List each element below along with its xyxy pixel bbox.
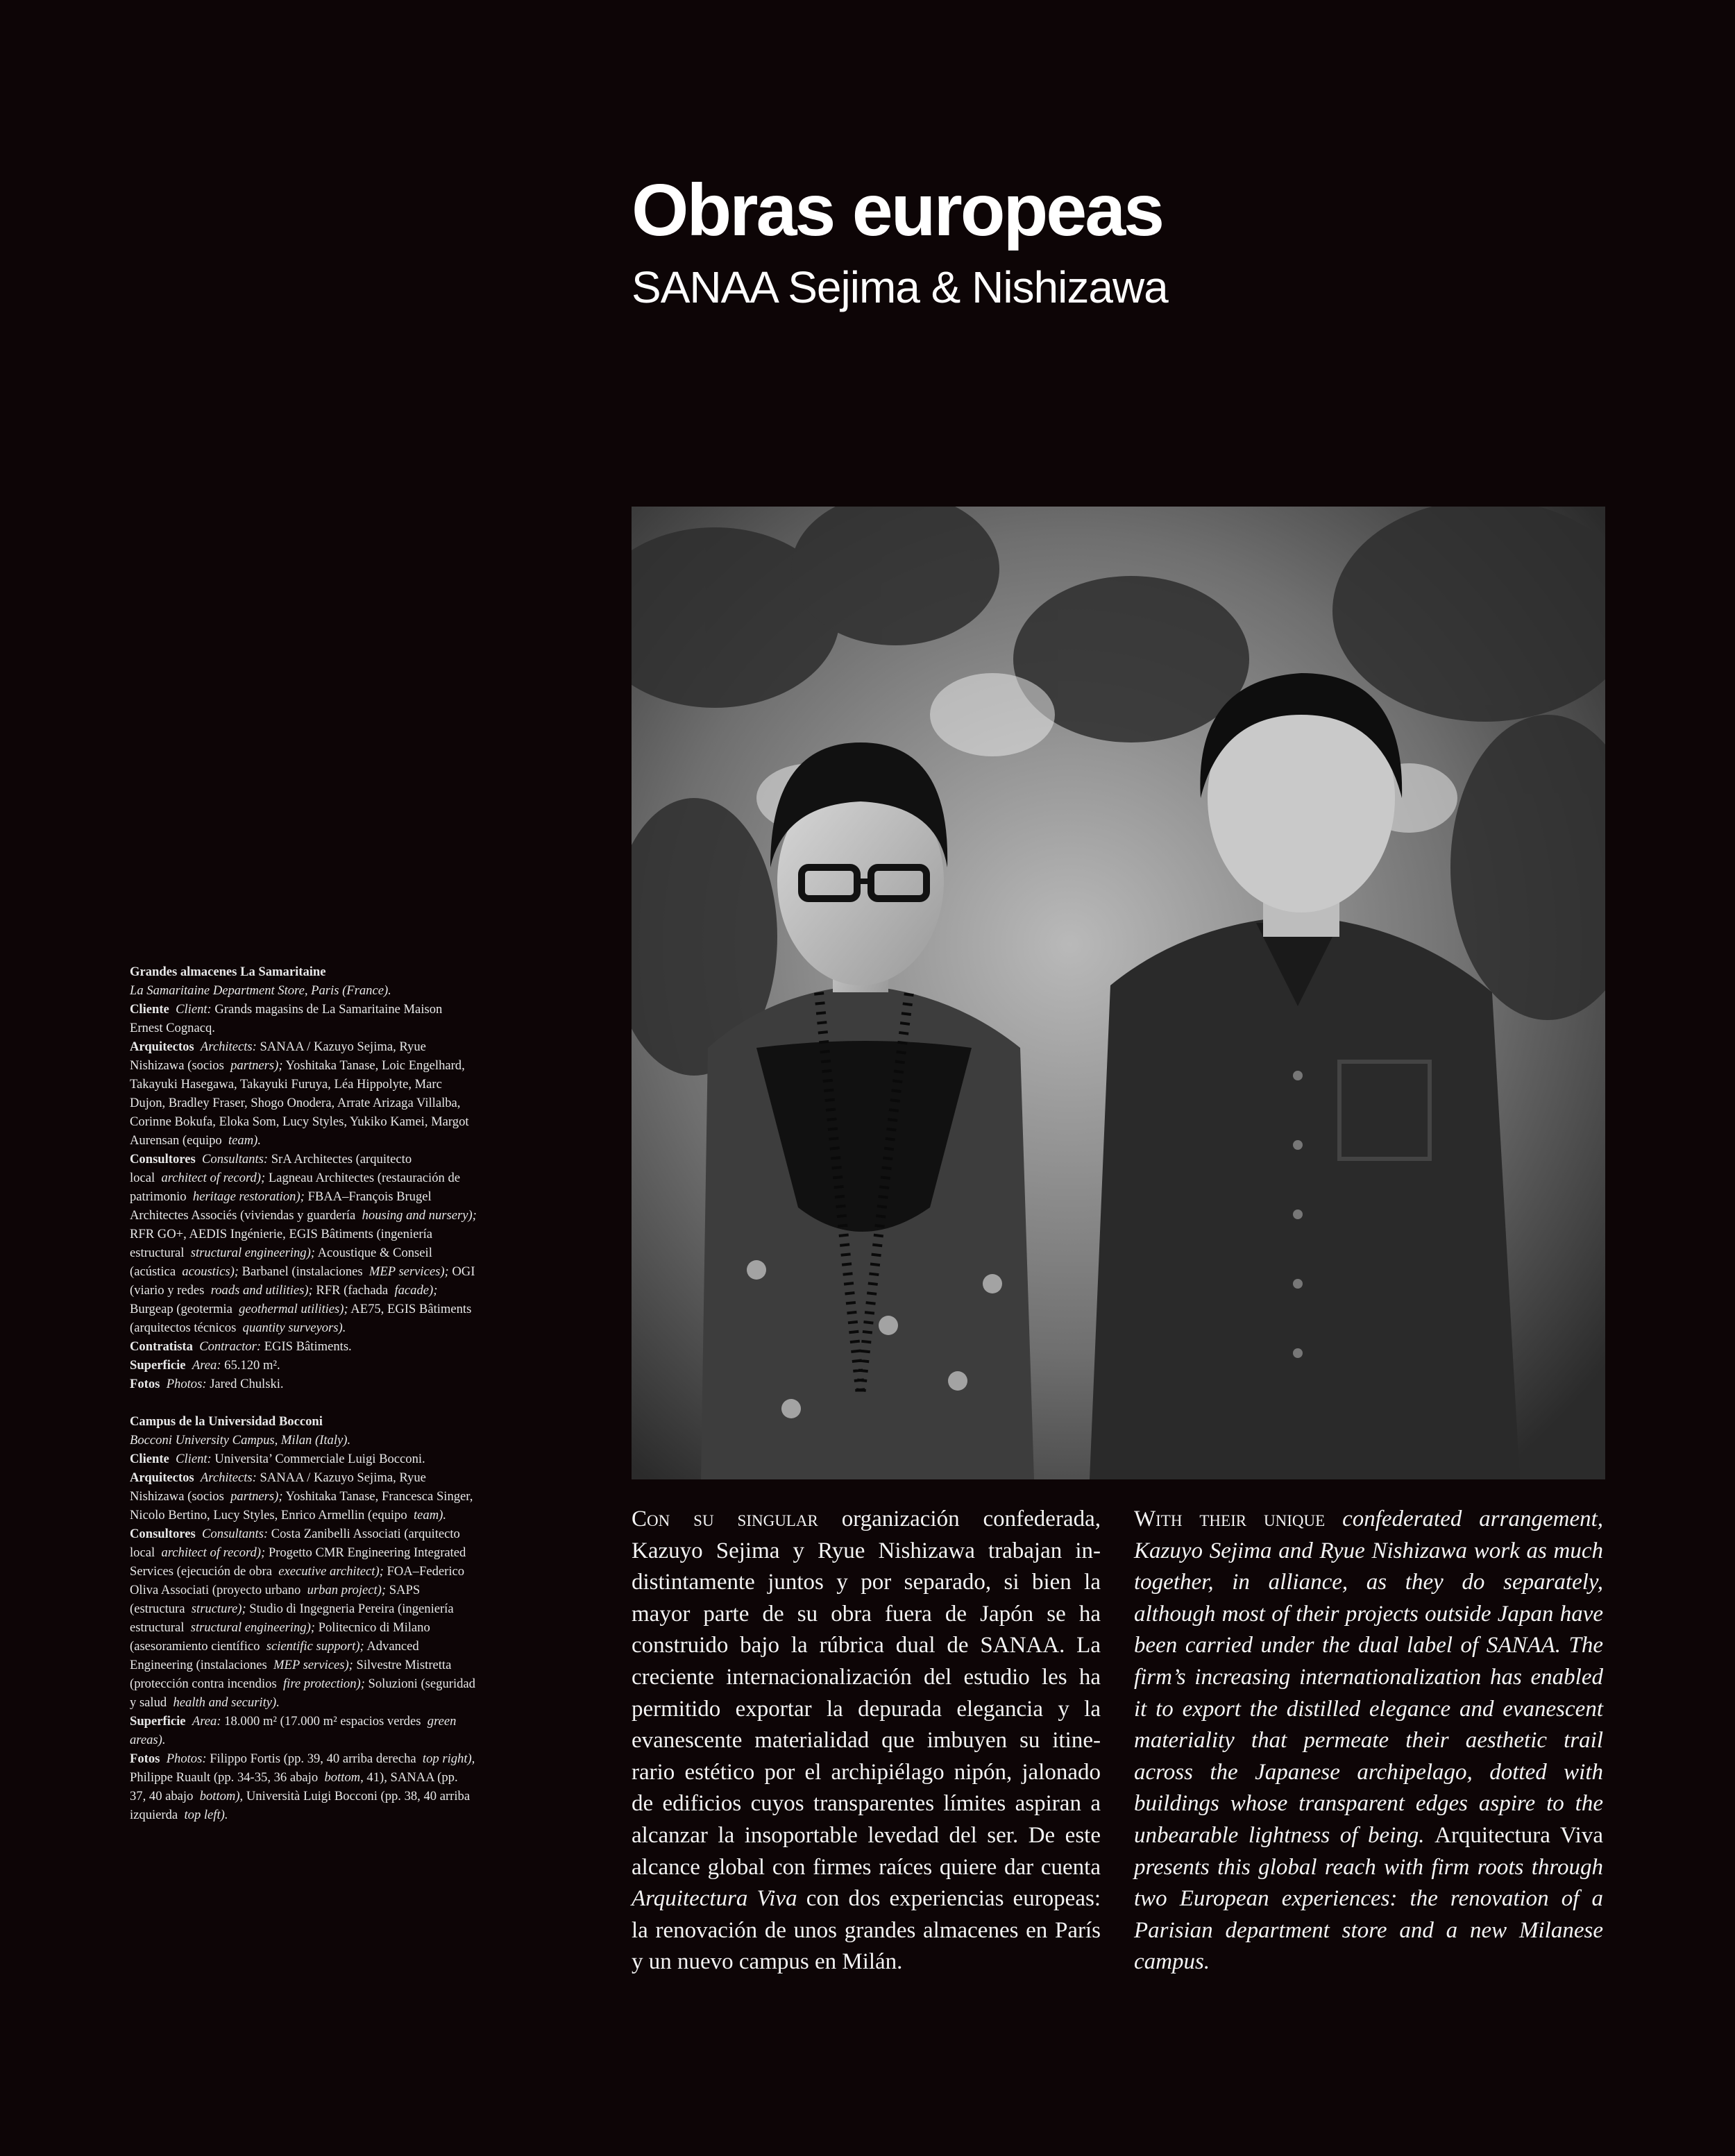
value: Lagneau Architectes (restauración de patrimonio [130, 1171, 461, 1204]
value-en: top left). [184, 1808, 228, 1822]
value-en: acoustics); [182, 1264, 239, 1279]
value-en: bottom), [199, 1789, 244, 1803]
value: SANAA / Kazuyo Sejima, Ryue Nishizawa (socios [130, 1470, 426, 1504]
value: AE75, EGIS Bâtiments (arquitectos técnicos [130, 1302, 472, 1335]
label-en: Architects: [200, 1470, 257, 1485]
value-en: architect of record); [161, 1171, 266, 1185]
paragraph: organización confederada, Kazuyo Sejima y Ryue Nishizawa trabajan indistintamente juntos y por separado, si bien la mayor parte de su obra fuera de Japón se ha construido bajo la rúbrica dual de SANAA. La creciente internacionalización del estudio les ha permitido exportar la depurada elegancia y la evanescente materialidad que imbuyen su itinerario estético por el archipiélago nipón, jalonado de edificios cuyos transparentes límites aspiran a alcanzar la insoportable levedad del ser. De este alcance global con firmes raíces quiere dar cuenta [632, 1506, 1101, 1880]
label: Consultores [130, 1152, 196, 1166]
value-en: heritage restoration); [192, 1189, 305, 1204]
value-en: health and security). [173, 1695, 280, 1710]
value: Progetto CMR Engineering Integrated Services (ejecución de obra [130, 1545, 466, 1579]
magazine-name: Arquitectura Viva [632, 1886, 797, 1912]
portrait-photo [632, 507, 1605, 1479]
label: Fotos [130, 1377, 160, 1391]
label: Cliente [130, 1002, 169, 1017]
label: Consultores [130, 1527, 196, 1541]
paragraph: confederated arrangement, Kazuyo Sejima and Ryue Nishizawa work as much together, in alliance, as they do separately, although most of their projects outside Japan have been carried under the dual label of SANAA. The firm’s increasing internationalization has enabled it to export the distilled elegance and evanescent materiality that permeate their aesthetic trail across the Japanese archipelago, dotted with buildings whose transparent edges aspire to the unbearable lightness of being. [1134, 1506, 1604, 1848]
value: FBAA–François Brugel Architectes Associés (viviendas y guardería [130, 1189, 432, 1223]
value: Jared Chulski. [210, 1377, 284, 1391]
value-en: MEP services); [273, 1658, 353, 1672]
value-en: geothermal utilities); [239, 1302, 348, 1316]
project-name: Grandes almacenes La Samaritaine [130, 965, 326, 979]
lead-in: With their unique [1134, 1506, 1326, 1531]
value-en: team). [228, 1133, 261, 1148]
label: Contratista [130, 1339, 193, 1354]
label: Cliente [130, 1452, 169, 1466]
label: Fotos [130, 1751, 160, 1766]
label-en: Contractor: [199, 1339, 262, 1354]
value: 41), SANAA (pp. 37, 40 abajo [130, 1770, 458, 1803]
value-en: partners); [230, 1489, 283, 1504]
paragraph: con dos experiencias europeas: la renovación de unos grandes almacenes en París y un nuevo campus en Milán. [632, 1886, 1101, 1975]
value-en: green areas). [130, 1714, 457, 1747]
magazine-name: Arquitectura Viva [1434, 1822, 1603, 1848]
label-en: Consultants: [202, 1527, 269, 1541]
value: FOA–Federico Oliva Associati (proyecto urbano [130, 1564, 465, 1597]
value: Università Luigi Bocconi (pp. 38, 40 arriba izquierda [130, 1789, 471, 1822]
value: SrA Architectes (arquitecto local [130, 1152, 412, 1185]
value: Yoshitaka Tanase, Francesca Singer, Nicolo Bertino, Lucy Styles, Enrico Armellin (equipo [130, 1489, 473, 1522]
body-text-english [1134, 1504, 1603, 1978]
value-en: urban project); [307, 1583, 387, 1597]
paragraph: presents this global reach with firm roots through two European experiences: the renovation of a Parisian department store and a new Milanese campus. [1134, 1854, 1603, 1975]
project-name: Campus de la Universidad Bocconi [130, 1414, 323, 1429]
value: Silvestre Mistretta (protección contra incendios [130, 1658, 452, 1691]
label: Arquitectos [130, 1039, 194, 1054]
value: RFR (fachada [316, 1283, 389, 1298]
value: 65.120 m². [224, 1358, 280, 1373]
label-en: Client: [176, 1452, 212, 1466]
value: Grands magasins de La Samaritaine Maison Ernest Cognacq. [130, 1002, 443, 1035]
credits-column [130, 962, 477, 1843]
page-subtitle: SANAA Sejima & Nishizawa [632, 262, 1168, 312]
value-en: bottom, [324, 1770, 364, 1785]
value-en: fire protection); [282, 1677, 365, 1691]
label-en: Photos: [166, 1377, 207, 1391]
label-en: Area: [192, 1714, 221, 1729]
value: Yoshitaka Tanase, Loic Engelhard, Takayuki Hasegawa, Takayuki Furuya, Léa Hippolyte, Marc Dujon, Bradley Fraser, Shogo Onodera, Arrate Arizaga Villalba, Corinne Bokufa, Eloka Som, Lucy Styles, Yukiko Kamei, Margot Aurensan (equipo [130, 1058, 469, 1148]
value-en: roads and utilities); [210, 1283, 313, 1298]
value: Barbanel (instalaciones [242, 1264, 363, 1279]
value: Advanced Engineering (instalaciones [130, 1639, 419, 1672]
body-text-spanish [632, 1504, 1101, 1978]
label: Superficie [130, 1358, 186, 1373]
value-en: structural engineering); [190, 1620, 315, 1635]
value-en: facade); [394, 1283, 438, 1298]
value: OGI (viario y redes [130, 1264, 475, 1298]
value: EGIS Bâtiments. [264, 1339, 352, 1354]
value-en: housing and nursery); [362, 1208, 477, 1223]
label: Superficie [130, 1714, 186, 1729]
label-en: Consultants: [202, 1152, 269, 1166]
value: Universita’ Commerciale Luigi Bocconi. [214, 1452, 425, 1466]
value: Acoustique & Conseil (acústica [130, 1246, 432, 1279]
label-en: Area: [192, 1358, 221, 1373]
value-en: top right), [422, 1751, 475, 1766]
value-en: team). [414, 1508, 446, 1522]
value: Burgeap (geotermia [130, 1302, 232, 1316]
value: Philippe Ruault (pp. 34-35, 36 abajo [130, 1770, 319, 1785]
page-title: Obras europeas [632, 169, 1163, 251]
value-en: MEP services); [369, 1264, 449, 1279]
project-subtitle: Bocconi University Campus, Milan (Italy). [130, 1433, 351, 1448]
value: Studio di Ingegneria Pereira (ingeniería estructural [130, 1602, 454, 1635]
value: Filippo Fortis (pp. 39, 40 arriba derecha [210, 1751, 416, 1766]
label-en: Client: [176, 1002, 212, 1017]
value-en: scientific support); [266, 1639, 364, 1654]
project-subtitle: La Samaritaine Department Store, Paris (France). [130, 983, 391, 998]
credits-samaritaine [130, 962, 477, 1393]
value-en: structural engineering); [190, 1246, 315, 1260]
value-en: architect of record); [161, 1545, 266, 1560]
header [632, 169, 1603, 312]
label: Arquitectos [130, 1470, 194, 1485]
value: Politecnico di Milano (asesoramiento científico [130, 1620, 430, 1654]
lead-in: Con su singular [632, 1506, 818, 1531]
portrait-illustration [632, 507, 1605, 1479]
value-en: partners); [230, 1058, 283, 1073]
value-en: executive architect); [278, 1564, 384, 1579]
label-en: Photos: [166, 1751, 207, 1766]
value: RFR GO+, AEDIS Ingénierie, EGIS Bâtiments (ingeniería estructural [130, 1227, 433, 1260]
value-en: quantity surveyors). [242, 1321, 346, 1335]
value: SANAA / Kazuyo Sejima, Ryue Nishizawa (socios [130, 1039, 426, 1073]
value: Soluzioni (seguridad y salud [130, 1677, 475, 1710]
label-en: Architects: [200, 1039, 257, 1054]
credits-bocconi [130, 1412, 477, 1824]
value: 18.000 m² (17.000 m² espacios verdes [224, 1714, 421, 1729]
value: Costa Zanibelli Associati (arquitecto local [130, 1527, 460, 1560]
value: SAPS (estructura [130, 1583, 421, 1616]
value-en: structure); [191, 1602, 246, 1616]
